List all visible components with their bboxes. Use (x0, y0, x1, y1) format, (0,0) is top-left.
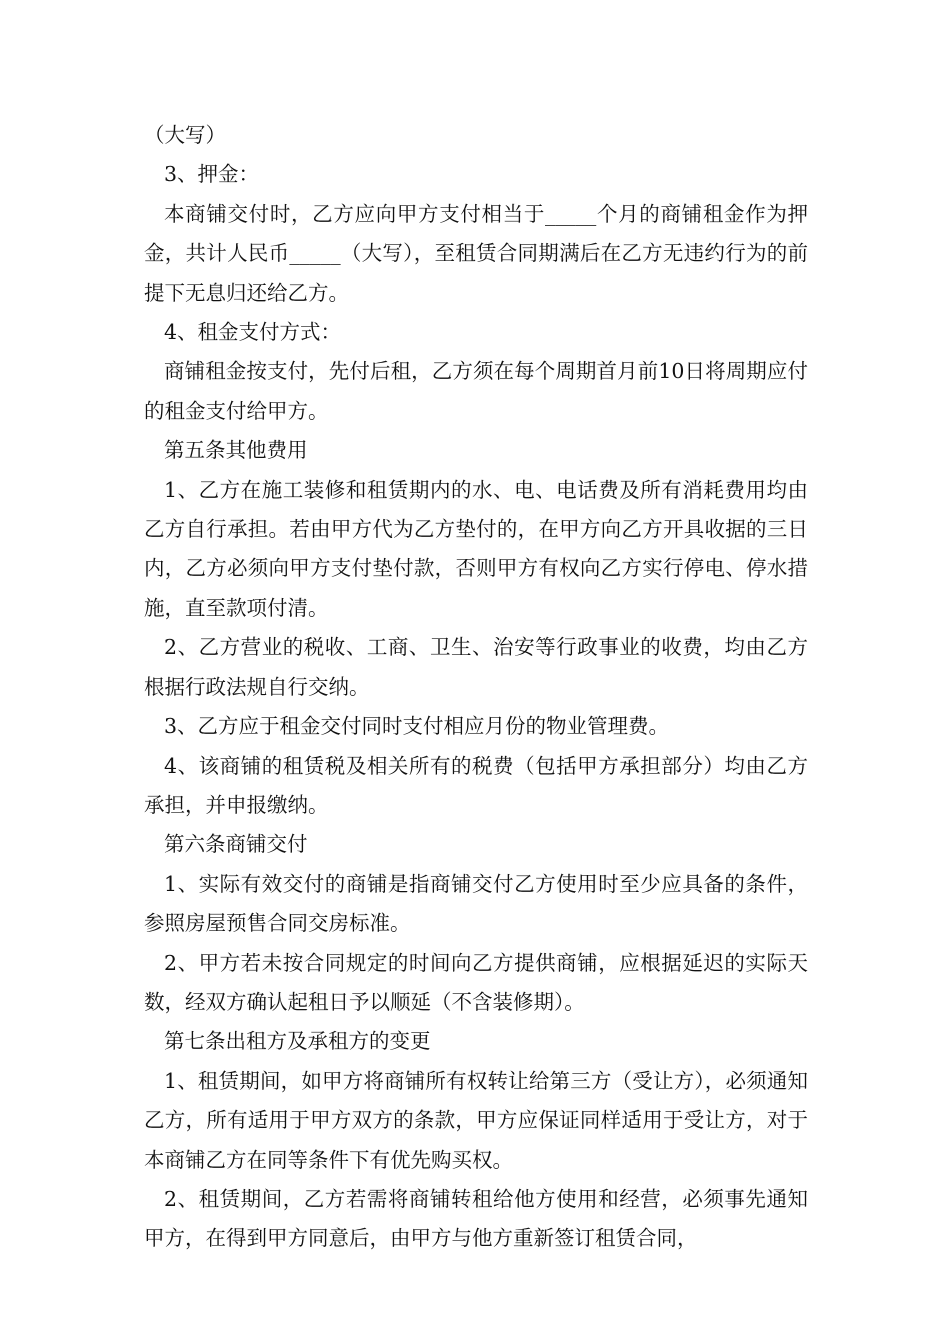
paragraph-5: 商铺租金按支付，先付后租，乙方须在每个周期首月前10日将周期应付的租金支付给甲方。 (144, 359, 808, 423)
paragraph-1: （大写） (144, 123, 226, 147)
paragraph-4: 4、租金支付方式： (164, 320, 342, 345)
section-heading-6: 第六条商铺交付 (164, 832, 308, 857)
paragraph-16: 2、租赁期间，乙方若需将商铺转租给他方使用和经营，必须事先通知甲方，在得到甲方同意后，由甲方与他方重新签订租赁合同， (144, 1186, 808, 1251)
paragraph-10: 4、该商铺的租赁税及相关所有的税费（包括甲方承担部分）均由乙方承担，并申报缴纳。 (144, 753, 808, 817)
paragraph-8: 2、乙方营业的税收、工商、卫生、治安等行政事业的收费，均由乙方根据行政法规自行交纳。 (144, 635, 808, 699)
section-heading-5: 第五条其他费用 (164, 438, 308, 463)
paragraph-13: 2、甲方若未按合同规定的时间向乙方提供商铺，应根据延迟的实际天数，经双方确认起租日予以顺延（不含装修期）。 (144, 950, 808, 1014)
paragraph-2: 3、押金： (164, 162, 260, 187)
section-heading-7: 第七条出租方及承租方的变更 (164, 1029, 431, 1054)
paragraph-7: 1、乙方在施工装修和租赁期内的水、电、电话费及所有消耗费用均由乙方自行承担。若由甲方代为乙方垫付的，在甲方向乙方开具收据的三日内，乙方必须向甲方支付垫付款，否则甲方有权向乙方实行停电、停水措施，直至款项付清。 (144, 477, 808, 620)
paragraph-9: 3、乙方应于租金交付同时支付相应月份的物业管理费。 (164, 714, 670, 739)
paragraph-12: 1、实际有效交付的商铺是指商铺交付乙方使用时至少应具备的条件，参照房屋预售合同交房标准。 (144, 871, 808, 936)
paragraph-3: 本商铺交付时，乙方应向甲方支付相当于_____个月的商铺租金作为押金，共计人民币_____（大写），至租赁合同期满后在乙方无违约行为的前提下无息归还给乙方。 (144, 201, 808, 305)
paragraph-15: 1、租赁期间，如甲方将商铺所有权转让给第三方（受让方），必须通知乙方，所有适用于甲方双方的条款，甲方应保证同样适用于受让方，对于本商铺乙方在同等条件下有优先购买权。 (144, 1068, 808, 1172)
document-page (144, 116, 808, 1259)
